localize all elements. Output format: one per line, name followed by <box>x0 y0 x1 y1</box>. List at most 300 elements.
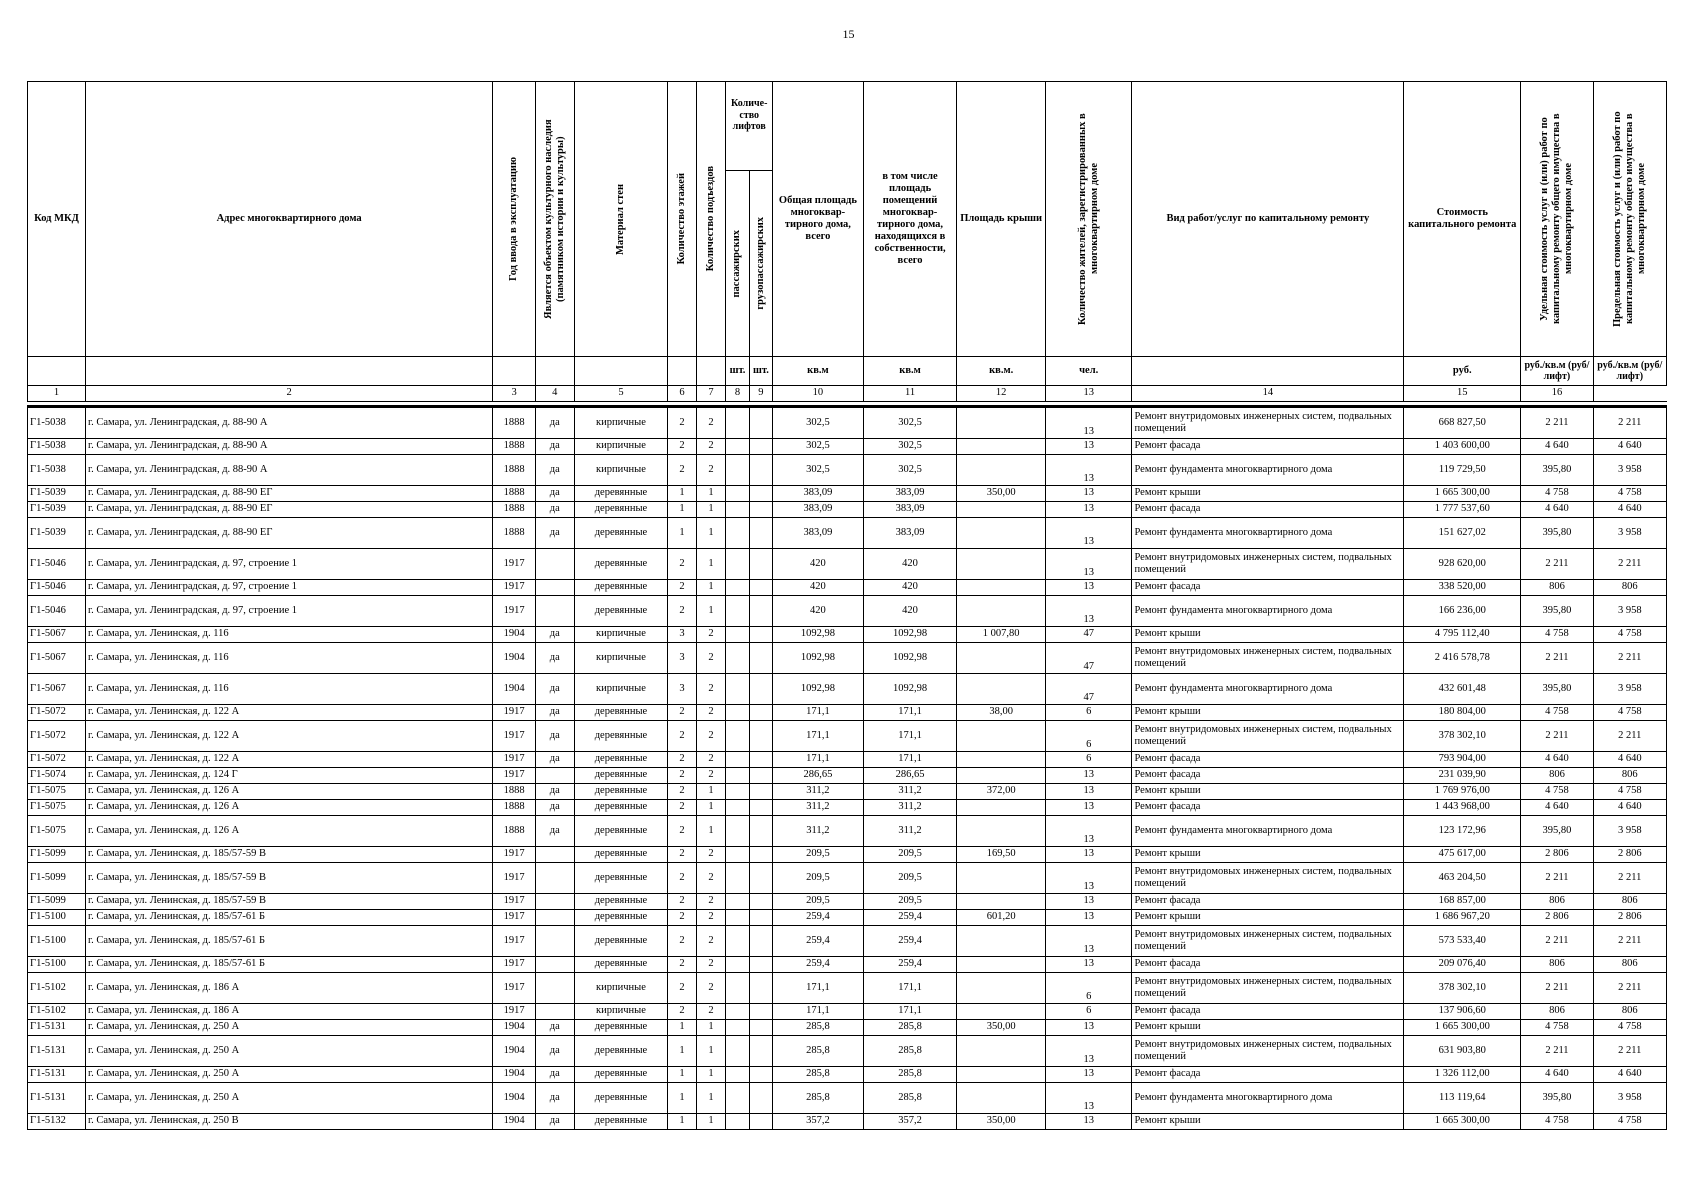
cell-roof-area <box>957 580 1046 596</box>
cell-total-area: 383,09 <box>773 502 864 518</box>
col-header-cost: Стоимость капитального ремонта <box>1404 82 1521 357</box>
cell-residents: 13 <box>1045 1114 1132 1130</box>
cell-material: деревянные <box>574 894 668 910</box>
cell-address: г. Самара, ул. Ленинградская, д. 88-90 ЕГ <box>86 486 493 502</box>
cell-work-type: Ремонт внутридомовых инженерных систем, подвальных помещений <box>1132 643 1404 674</box>
cell-address: г. Самара, ул. Ленинская, д. 116 <box>86 643 493 674</box>
cell-address: г. Самара, ул. Ленинская, д. 250 А <box>86 1067 493 1083</box>
table-row <box>28 674 1667 705</box>
cell-floors: 2 <box>668 752 697 768</box>
cell-total-area: 171,1 <box>773 705 864 721</box>
cell-entrances: 2 <box>696 768 726 784</box>
cell-lifts-cargo <box>749 1114 772 1130</box>
cell-heritage <box>535 863 574 894</box>
cell-cost: 4 795 112,40 <box>1404 627 1521 643</box>
cell-total-area: 302,5 <box>773 439 864 455</box>
cell-year: 1904 <box>493 1020 536 1036</box>
cell-address: г. Самара, ул. Ленинградская, д. 97, строение 1 <box>86 596 493 627</box>
cell-floors: 2 <box>668 549 697 580</box>
cell-entrances: 1 <box>696 1036 726 1067</box>
cell-roof-area <box>957 957 1046 973</box>
cell-cost: 668 827,50 <box>1404 407 1521 439</box>
cell-unit-cost: 4 758 <box>1521 1020 1593 1036</box>
cell-max-cost: 806 <box>1593 957 1666 973</box>
cell-code: Г1-5038 <box>28 439 86 455</box>
cell-entrances: 2 <box>696 894 726 910</box>
cell-entrances: 2 <box>696 752 726 768</box>
cell-heritage: да <box>535 1020 574 1036</box>
cell-address: г. Самара, ул. Ленинская, д. 185/57-61 Б <box>86 957 493 973</box>
cell-lifts-passenger <box>726 674 749 705</box>
cell-heritage: да <box>535 784 574 800</box>
unit-cell <box>1132 357 1404 386</box>
cell-lifts-passenger <box>726 1020 749 1036</box>
cell-roof-area <box>957 502 1046 518</box>
cell-lifts-cargo <box>749 705 772 721</box>
cell-owned-area: 285,8 <box>863 1020 957 1036</box>
cell-address: г. Самара, ул. Ленинская, д. 126 А <box>86 800 493 816</box>
cell-max-cost: 2 211 <box>1593 973 1666 1004</box>
column-number: 7 <box>696 386 726 402</box>
cell-owned-area: 171,1 <box>863 1004 957 1020</box>
cell-owned-area: 420 <box>863 596 957 627</box>
cell-entrances: 2 <box>696 1004 726 1020</box>
cell-work-type: Ремонт крыши <box>1132 784 1404 800</box>
cell-max-cost: 3 958 <box>1593 1083 1666 1114</box>
col-header-code: Код МКД <box>28 82 86 357</box>
cell-heritage <box>535 847 574 863</box>
cell-floors: 1 <box>668 1036 697 1067</box>
cell-total-area: 420 <box>773 596 864 627</box>
cell-work-type: Ремонт внутридомовых инженерных систем, подвальных помещений <box>1132 973 1404 1004</box>
cell-entrances: 2 <box>696 910 726 926</box>
cell-cost: 573 533,40 <box>1404 926 1521 957</box>
col-header-residents: Количество жителей, зарегистрированных в многоквартирном доме <box>1045 82 1132 357</box>
cell-total-area: 259,4 <box>773 910 864 926</box>
cell-cost: 1 665 300,00 <box>1404 1114 1521 1130</box>
cell-cost: 151 627,02 <box>1404 518 1521 549</box>
unit-cell <box>493 357 536 386</box>
cell-lifts-cargo <box>749 596 772 627</box>
cell-entrances: 2 <box>696 643 726 674</box>
cell-work-type: Ремонт крыши <box>1132 847 1404 863</box>
cell-roof-area: 350,00 <box>957 1114 1046 1130</box>
cell-material: деревянные <box>574 596 668 627</box>
cell-total-area: 420 <box>773 549 864 580</box>
cell-owned-area: 285,8 <box>863 1067 957 1083</box>
cell-heritage: да <box>535 816 574 847</box>
cell-lifts-cargo <box>749 1083 772 1114</box>
cell-owned-area: 259,4 <box>863 910 957 926</box>
cell-lifts-passenger <box>726 768 749 784</box>
cell-heritage <box>535 768 574 784</box>
cell-lifts-cargo <box>749 518 772 549</box>
cell-cost: 1 443 968,00 <box>1404 800 1521 816</box>
cell-address: г. Самара, ул. Ленинская, д. 185/57-61 Б <box>86 910 493 926</box>
cell-heritage: да <box>535 705 574 721</box>
cell-lifts-cargo <box>749 894 772 910</box>
cell-year: 1917 <box>493 752 536 768</box>
cell-max-cost: 4 758 <box>1593 1020 1666 1036</box>
cell-lifts-passenger <box>726 894 749 910</box>
cell-unit-cost: 4 640 <box>1521 439 1593 455</box>
cell-year: 1888 <box>493 800 536 816</box>
cell-unit-cost: 395,80 <box>1521 596 1593 627</box>
col-header-heritage: Является объектом культурного наследия (памятником истории и культуры) <box>535 82 574 357</box>
cell-year: 1904 <box>493 674 536 705</box>
cell-owned-area: 302,5 <box>863 439 957 455</box>
cell-lifts-cargo <box>749 502 772 518</box>
cell-lifts-cargo <box>749 1067 772 1083</box>
cell-floors: 2 <box>668 705 697 721</box>
cell-max-cost: 806 <box>1593 894 1666 910</box>
cell-lifts-passenger <box>726 926 749 957</box>
cell-unit-cost: 4 758 <box>1521 486 1593 502</box>
cell-heritage: да <box>535 800 574 816</box>
cell-heritage: да <box>535 674 574 705</box>
cell-address: г. Самара, ул. Ленинская, д. 124 Г <box>86 768 493 784</box>
cell-work-type: Ремонт фундамента многоквартирного дома <box>1132 816 1404 847</box>
cell-code: Г1-5038 <box>28 455 86 486</box>
cell-cost: 793 904,00 <box>1404 752 1521 768</box>
column-number: 5 <box>574 386 668 402</box>
cell-max-cost: 4 640 <box>1593 752 1666 768</box>
cell-work-type: Ремонт фундамента многоквартирного дома <box>1132 518 1404 549</box>
cell-cost: 1 403 600,00 <box>1404 439 1521 455</box>
cell-entrances: 2 <box>696 721 726 752</box>
cell-lifts-passenger <box>726 1036 749 1067</box>
cell-roof-area <box>957 674 1046 705</box>
cell-heritage <box>535 596 574 627</box>
cell-entrances: 1 <box>696 486 726 502</box>
cell-material: кирпичные <box>574 973 668 1004</box>
cell-code: Г1-5075 <box>28 800 86 816</box>
cell-material: деревянные <box>574 957 668 973</box>
unit-total-area: кв.м <box>773 357 864 386</box>
cell-roof-area <box>957 1067 1046 1083</box>
table-row <box>28 455 1667 486</box>
cell-total-area: 209,5 <box>773 847 864 863</box>
cell-total-area: 383,09 <box>773 518 864 549</box>
cell-heritage: да <box>535 439 574 455</box>
table-row <box>28 1004 1667 1020</box>
column-number: 15 <box>1404 386 1521 402</box>
cell-address: г. Самара, ул. Ленинская, д. 186 А <box>86 973 493 1004</box>
cell-residents: 13 <box>1045 549 1132 580</box>
cell-residents: 13 <box>1045 926 1132 957</box>
cell-entrances: 2 <box>696 863 726 894</box>
cell-lifts-passenger <box>726 800 749 816</box>
cell-code: Г1-5072 <box>28 752 86 768</box>
unit-lifts-passenger: шт. <box>726 357 749 386</box>
cell-lifts-passenger <box>726 784 749 800</box>
cell-max-cost: 2 211 <box>1593 407 1666 439</box>
cell-residents: 47 <box>1045 674 1132 705</box>
cell-roof-area <box>957 973 1046 1004</box>
cell-year: 1888 <box>493 407 536 439</box>
cell-floors: 2 <box>668 439 697 455</box>
unit-max-cost: руб./кв.м (руб/лифт) <box>1593 357 1666 386</box>
cell-year: 1917 <box>493 580 536 596</box>
cell-total-area: 285,8 <box>773 1067 864 1083</box>
cell-code: Г1-5131 <box>28 1083 86 1114</box>
table-row <box>28 1067 1667 1083</box>
cell-unit-cost: 395,80 <box>1521 1083 1593 1114</box>
cell-address: г. Самара, ул. Ленинская, д. 250 А <box>86 1020 493 1036</box>
cell-cost: 378 302,10 <box>1404 973 1521 1004</box>
cell-unit-cost: 2 211 <box>1521 407 1593 439</box>
cell-lifts-cargo <box>749 455 772 486</box>
cell-material: деревянные <box>574 580 668 596</box>
cell-cost: 928 620,00 <box>1404 549 1521 580</box>
cell-address: г. Самара, ул. Ленинградская, д. 88-90 А <box>86 455 493 486</box>
cell-cost: 1 326 112,00 <box>1404 1067 1521 1083</box>
cell-max-cost: 4 758 <box>1593 1114 1666 1130</box>
cell-residents: 13 <box>1045 1020 1132 1036</box>
cell-material: деревянные <box>574 486 668 502</box>
cell-floors: 2 <box>668 768 697 784</box>
cell-total-area: 302,5 <box>773 407 864 439</box>
cell-year: 1917 <box>493 894 536 910</box>
cell-entrances: 1 <box>696 1020 726 1036</box>
cell-lifts-cargo <box>749 1036 772 1067</box>
cell-max-cost: 2 211 <box>1593 721 1666 752</box>
cell-cost: 180 804,00 <box>1404 705 1521 721</box>
cell-work-type: Ремонт фасада <box>1132 580 1404 596</box>
cell-total-area: 285,8 <box>773 1020 864 1036</box>
cell-lifts-passenger <box>726 518 749 549</box>
cell-lifts-passenger <box>726 973 749 1004</box>
cell-cost: 209 076,40 <box>1404 957 1521 973</box>
cell-unit-cost: 4 640 <box>1521 752 1593 768</box>
cell-lifts-passenger <box>726 627 749 643</box>
cell-lifts-passenger <box>726 549 749 580</box>
cell-lifts-cargo <box>749 1020 772 1036</box>
cell-unit-cost: 806 <box>1521 580 1593 596</box>
table-body <box>28 402 1667 1130</box>
cell-lifts-passenger <box>726 863 749 894</box>
cell-code: Г1-5046 <box>28 549 86 580</box>
cell-max-cost: 3 958 <box>1593 816 1666 847</box>
cell-residents: 47 <box>1045 627 1132 643</box>
cell-material: деревянные <box>574 705 668 721</box>
cell-owned-area: 209,5 <box>863 894 957 910</box>
cell-cost: 1 777 537,60 <box>1404 502 1521 518</box>
cell-lifts-passenger <box>726 439 749 455</box>
cell-residents: 13 <box>1045 580 1132 596</box>
cell-roof-area <box>957 1036 1046 1067</box>
column-number: 9 <box>749 386 772 402</box>
cell-entrances: 2 <box>696 407 726 439</box>
cell-code: Г1-5038 <box>28 407 86 439</box>
table-row <box>28 784 1667 800</box>
cell-entrances: 1 <box>696 596 726 627</box>
cell-total-area: 259,4 <box>773 957 864 973</box>
table-row <box>28 439 1667 455</box>
cell-residents: 13 <box>1045 1083 1132 1114</box>
cell-year: 1888 <box>493 518 536 549</box>
cell-material: деревянные <box>574 863 668 894</box>
cell-material: деревянные <box>574 502 668 518</box>
col-header-roof-area: Площадь крыши <box>957 82 1046 357</box>
cell-code: Г1-5072 <box>28 705 86 721</box>
cell-address: г. Самара, ул. Ленинградская, д. 88-90 ЕГ <box>86 502 493 518</box>
cell-lifts-passenger <box>726 721 749 752</box>
cell-unit-cost: 4 758 <box>1521 705 1593 721</box>
cell-roof-area <box>957 800 1046 816</box>
cell-code: Г1-5067 <box>28 627 86 643</box>
cell-unit-cost: 395,80 <box>1521 518 1593 549</box>
cell-address: г. Самара, ул. Ленинская, д. 186 А <box>86 1004 493 1020</box>
table-row <box>28 768 1667 784</box>
cell-lifts-cargo <box>749 486 772 502</box>
cell-material: деревянные <box>574 926 668 957</box>
cell-residents: 13 <box>1045 816 1132 847</box>
table-row <box>28 1083 1667 1114</box>
cell-address: г. Самара, ул. Ленинградская, д. 97, строение 1 <box>86 580 493 596</box>
cell-entrances: 2 <box>696 957 726 973</box>
table-row <box>28 800 1667 816</box>
cell-year: 1917 <box>493 705 536 721</box>
cell-max-cost: 806 <box>1593 1004 1666 1020</box>
cell-floors: 2 <box>668 910 697 926</box>
cell-work-type: Ремонт крыши <box>1132 1020 1404 1036</box>
table-row <box>28 910 1667 926</box>
table-row <box>28 643 1667 674</box>
cell-year: 1888 <box>493 455 536 486</box>
cell-code: Г1-5099 <box>28 863 86 894</box>
cell-owned-area: 285,8 <box>863 1036 957 1067</box>
cell-work-type: Ремонт крыши <box>1132 1114 1404 1130</box>
cell-total-area: 171,1 <box>773 721 864 752</box>
cell-lifts-passenger <box>726 643 749 674</box>
cell-owned-area: 171,1 <box>863 752 957 768</box>
cell-material: деревянные <box>574 549 668 580</box>
cell-roof-area <box>957 1004 1046 1020</box>
cell-roof-area: 38,00 <box>957 705 1046 721</box>
cell-unit-cost: 2 806 <box>1521 910 1593 926</box>
cell-material: деревянные <box>574 1067 668 1083</box>
cell-address: г. Самара, ул. Ленинская, д. 185/57-59 В <box>86 863 493 894</box>
cell-work-type: Ремонт фундамента многоквартирного дома <box>1132 455 1404 486</box>
cell-year: 1904 <box>493 627 536 643</box>
cell-work-type: Ремонт фасада <box>1132 502 1404 518</box>
cell-unit-cost: 4 758 <box>1521 784 1593 800</box>
col-header-total-area: Общая площадь многоквар-тирного дома, всего <box>773 82 864 357</box>
cell-floors: 1 <box>668 1067 697 1083</box>
capital-repair-table <box>27 81 1667 1130</box>
cell-cost: 631 903,80 <box>1404 1036 1521 1067</box>
cell-roof-area: 169,50 <box>957 847 1046 863</box>
cell-residents: 13 <box>1045 957 1132 973</box>
cell-owned-area: 302,5 <box>863 455 957 486</box>
col-header-year: Год ввода в эксплуатацию <box>493 82 536 357</box>
cell-heritage: да <box>535 721 574 752</box>
cell-total-area: 171,1 <box>773 752 864 768</box>
cell-floors: 2 <box>668 894 697 910</box>
cell-lifts-cargo <box>749 816 772 847</box>
cell-year: 1904 <box>493 1114 536 1130</box>
cell-roof-area <box>957 768 1046 784</box>
cell-owned-area: 171,1 <box>863 705 957 721</box>
col-header-work-type: Вид работ/услуг по капитальному ремонту <box>1132 82 1404 357</box>
cell-unit-cost: 4 640 <box>1521 800 1593 816</box>
cell-lifts-passenger <box>726 596 749 627</box>
cell-entrances: 1 <box>696 580 726 596</box>
cell-residents: 13 <box>1045 518 1132 549</box>
cell-floors: 2 <box>668 721 697 752</box>
cell-floors: 3 <box>668 674 697 705</box>
cell-address: г. Самара, ул. Ленинградская, д. 88-90 А <box>86 407 493 439</box>
cell-material: деревянные <box>574 784 668 800</box>
cell-year: 1904 <box>493 1083 536 1114</box>
table-row <box>28 502 1667 518</box>
cell-unit-cost: 2 211 <box>1521 973 1593 1004</box>
cell-max-cost: 4 640 <box>1593 502 1666 518</box>
cell-lifts-cargo <box>749 721 772 752</box>
cell-material: деревянные <box>574 768 668 784</box>
cell-unit-cost: 806 <box>1521 894 1593 910</box>
cell-code: Г1-5099 <box>28 847 86 863</box>
cell-owned-area: 302,5 <box>863 407 957 439</box>
cell-lifts-cargo <box>749 549 772 580</box>
column-number: 1 <box>28 386 86 402</box>
cell-unit-cost: 2 211 <box>1521 863 1593 894</box>
cell-lifts-cargo <box>749 863 772 894</box>
cell-address: г. Самара, ул. Ленинградская, д. 88-90 А <box>86 439 493 455</box>
cell-owned-area: 311,2 <box>863 816 957 847</box>
cell-year: 1917 <box>493 973 536 1004</box>
cell-max-cost: 2 806 <box>1593 910 1666 926</box>
cell-residents: 6 <box>1045 721 1132 752</box>
cell-material: кирпичные <box>574 439 668 455</box>
cell-year: 1917 <box>493 721 536 752</box>
cell-work-type: Ремонт фасада <box>1132 1067 1404 1083</box>
cell-owned-area: 357,2 <box>863 1114 957 1130</box>
column-number: 8 <box>726 386 749 402</box>
cell-floors: 2 <box>668 816 697 847</box>
cell-max-cost: 2 806 <box>1593 847 1666 863</box>
cell-material: кирпичные <box>574 455 668 486</box>
cell-roof-area: 372,00 <box>957 784 1046 800</box>
cell-roof-area <box>957 518 1046 549</box>
cell-work-type: Ремонт фасада <box>1132 1004 1404 1020</box>
cell-address: г. Самара, ул. Ленинская, д. 126 А <box>86 816 493 847</box>
cell-code: Г1-5067 <box>28 643 86 674</box>
cell-max-cost: 4 758 <box>1593 627 1666 643</box>
cell-heritage: да <box>535 752 574 768</box>
cell-code: Г1-5132 <box>28 1114 86 1130</box>
cell-lifts-cargo <box>749 1004 772 1020</box>
cell-cost: 2 416 578,78 <box>1404 643 1521 674</box>
cell-cost: 463 204,50 <box>1404 863 1521 894</box>
cell-cost: 166 236,00 <box>1404 596 1521 627</box>
cell-unit-cost: 4 640 <box>1521 502 1593 518</box>
cell-lifts-cargo <box>749 627 772 643</box>
cell-lifts-cargo <box>749 784 772 800</box>
cell-work-type: Ремонт фасада <box>1132 894 1404 910</box>
unit-cell <box>696 357 726 386</box>
cell-total-area: 357,2 <box>773 1114 864 1130</box>
cell-floors: 1 <box>668 486 697 502</box>
cell-floors: 2 <box>668 926 697 957</box>
col-header-address: Адрес многоквартирного дома <box>86 82 493 357</box>
cell-material: деревянные <box>574 752 668 768</box>
cell-material: кирпичные <box>574 627 668 643</box>
unit-cell <box>535 357 574 386</box>
cell-code: Г1-5039 <box>28 518 86 549</box>
cell-owned-area: 420 <box>863 580 957 596</box>
